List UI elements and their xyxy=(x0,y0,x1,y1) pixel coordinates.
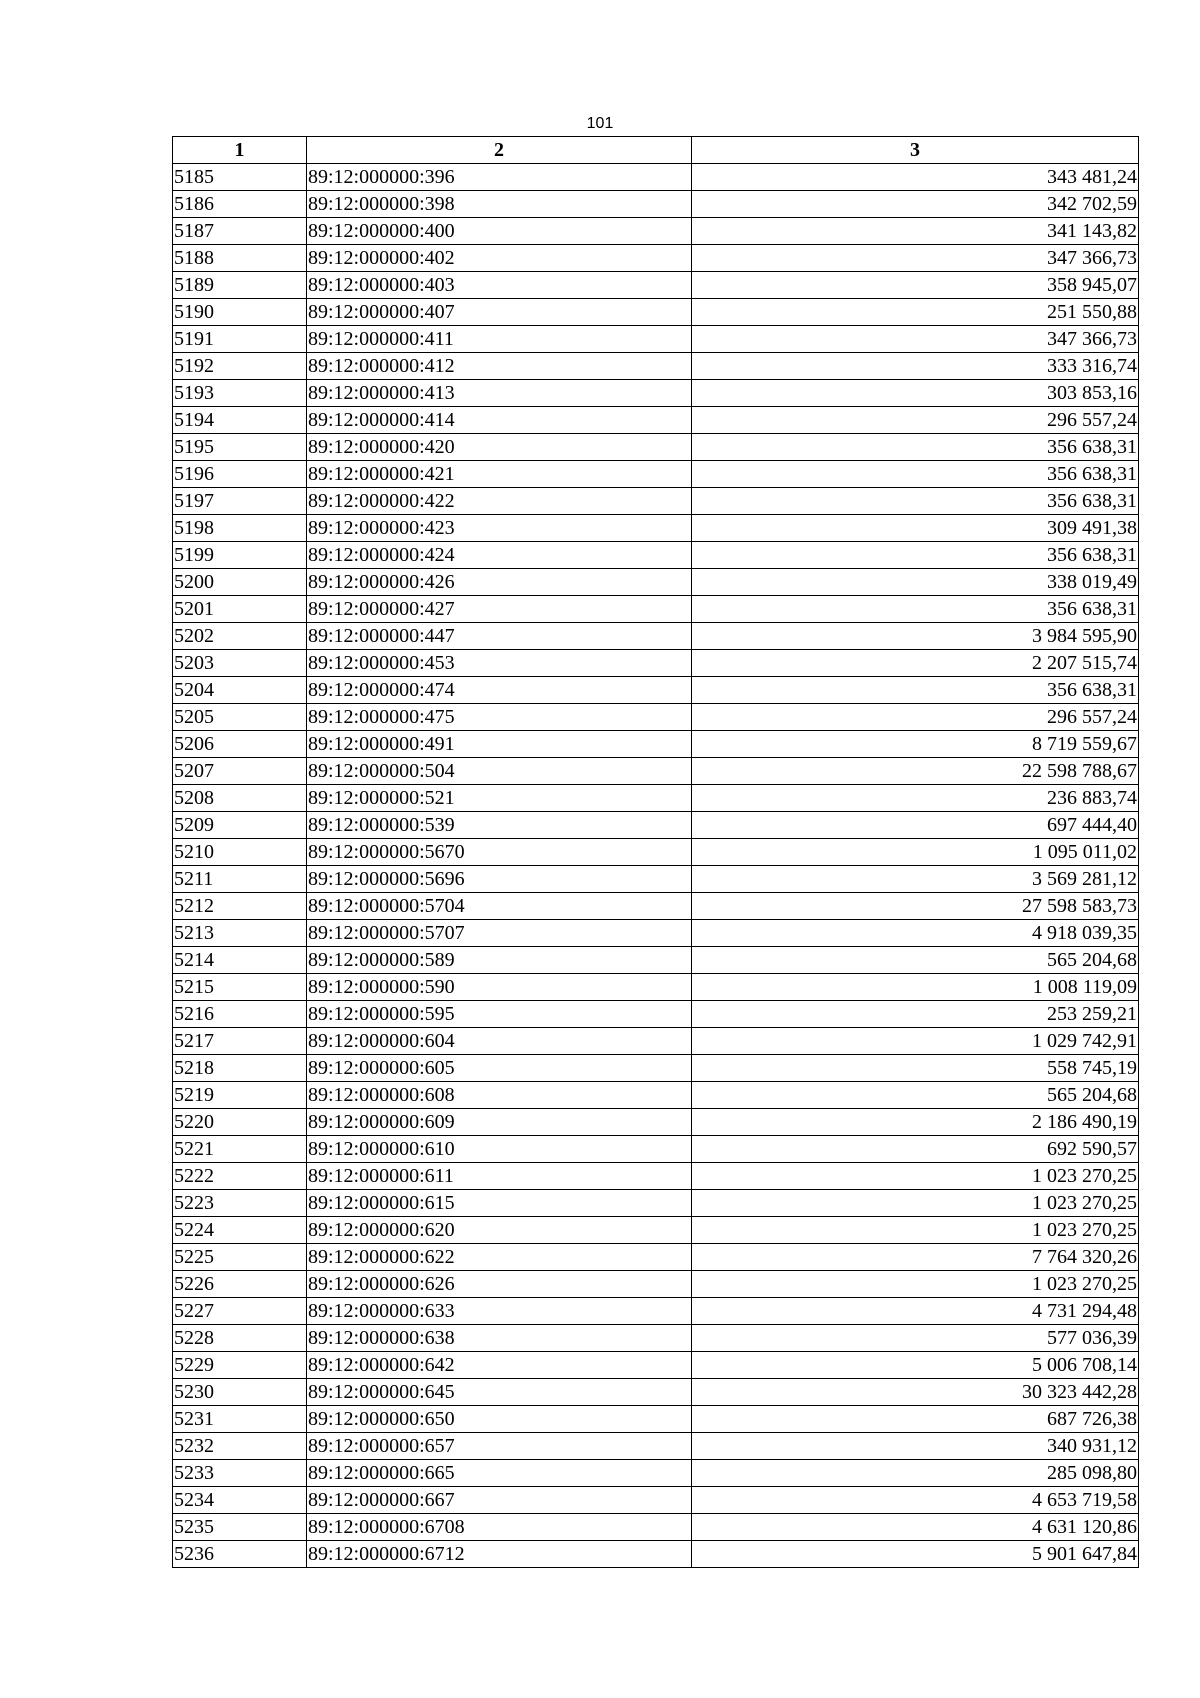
cadastral-value-cell: 347 366,73 xyxy=(692,245,1139,272)
table-row xyxy=(173,569,1139,596)
table-row xyxy=(173,677,1139,704)
cadastral-number-cell: 89:12:000000:427 xyxy=(307,596,692,623)
table-row xyxy=(173,623,1139,650)
row-number-cell: 5204 xyxy=(173,677,307,704)
cadastral-value-cell: 565 204,68 xyxy=(692,947,1139,974)
table-row xyxy=(173,434,1139,461)
cadastral-value-cell: 356 638,31 xyxy=(692,434,1139,461)
cadastral-value-cell: 5 006 708,14 xyxy=(692,1352,1139,1379)
row-number-cell: 5226 xyxy=(173,1271,307,1298)
cadastral-value-cell: 4 918 039,35 xyxy=(692,920,1139,947)
cadastral-value-cell: 356 638,31 xyxy=(692,488,1139,515)
table-row xyxy=(173,542,1139,569)
row-number-cell: 5216 xyxy=(173,1001,307,1028)
cadastral-number-cell: 89:12:000000:657 xyxy=(307,1433,692,1460)
table-row xyxy=(173,1325,1139,1352)
table-row xyxy=(173,191,1139,218)
row-number-cell: 5223 xyxy=(173,1190,307,1217)
cadastral-number-cell: 89:12:000000:423 xyxy=(307,515,692,542)
table-row xyxy=(173,461,1139,488)
row-number-cell: 5194 xyxy=(173,407,307,434)
row-number-cell: 5217 xyxy=(173,1028,307,1055)
cadastral-number-cell: 89:12:000000:615 xyxy=(307,1190,692,1217)
table-row xyxy=(173,1136,1139,1163)
table-row xyxy=(173,1163,1139,1190)
table-row xyxy=(173,650,1139,677)
table-row xyxy=(173,1028,1139,1055)
row-number-cell: 5207 xyxy=(173,758,307,785)
column-header-3: 3 xyxy=(692,137,1139,164)
cadastral-number-cell: 89:12:000000:5704 xyxy=(307,893,692,920)
cadastral-value-table xyxy=(172,136,1139,1568)
cadastral-number-cell: 89:12:000000:642 xyxy=(307,1352,692,1379)
table-row xyxy=(173,812,1139,839)
cadastral-value-cell: 285 098,80 xyxy=(692,1460,1139,1487)
cadastral-number-cell: 89:12:000000:638 xyxy=(307,1325,692,1352)
table-row xyxy=(173,758,1139,785)
column-header-2: 2 xyxy=(307,137,692,164)
cadastral-number-cell: 89:12:000000:5670 xyxy=(307,839,692,866)
cadastral-number-cell: 89:12:000000:595 xyxy=(307,1001,692,1028)
cadastral-number-cell: 89:12:000000:590 xyxy=(307,974,692,1001)
cadastral-value-cell: 3 984 595,90 xyxy=(692,623,1139,650)
table-header-row xyxy=(173,137,1139,164)
table-row xyxy=(173,866,1139,893)
cadastral-number-cell: 89:12:000000:453 xyxy=(307,650,692,677)
row-number-cell: 5224 xyxy=(173,1217,307,1244)
table-row xyxy=(173,1406,1139,1433)
cadastral-number-cell: 89:12:000000:521 xyxy=(307,785,692,812)
cadastral-number-cell: 89:12:000000:396 xyxy=(307,164,692,191)
table-row xyxy=(173,164,1139,191)
cadastral-value-cell: 358 945,07 xyxy=(692,272,1139,299)
cadastral-number-cell: 89:12:000000:667 xyxy=(307,1487,692,1514)
cadastral-value-cell: 347 366,73 xyxy=(692,326,1139,353)
cadastral-number-cell: 89:12:000000:6708 xyxy=(307,1514,692,1541)
table-row xyxy=(173,1055,1139,1082)
table-row xyxy=(173,1271,1139,1298)
table-row xyxy=(173,1514,1139,1541)
cadastral-number-cell: 89:12:000000:620 xyxy=(307,1217,692,1244)
table-row xyxy=(173,1298,1139,1325)
row-number-cell: 5233 xyxy=(173,1460,307,1487)
row-number-cell: 5219 xyxy=(173,1082,307,1109)
cadastral-value-cell: 1 023 270,25 xyxy=(692,1217,1139,1244)
cadastral-value-cell: 251 550,88 xyxy=(692,299,1139,326)
cadastral-number-cell: 89:12:000000:424 xyxy=(307,542,692,569)
cadastral-value-cell: 7 764 320,26 xyxy=(692,1244,1139,1271)
column-header-1: 1 xyxy=(173,137,307,164)
cadastral-value-cell: 1 008 119,09 xyxy=(692,974,1139,1001)
row-number-cell: 5197 xyxy=(173,488,307,515)
table-row xyxy=(173,1109,1139,1136)
row-number-cell: 5234 xyxy=(173,1487,307,1514)
table-row xyxy=(173,893,1139,920)
cadastral-number-cell: 89:12:000000:589 xyxy=(307,947,692,974)
cadastral-value-cell: 356 638,31 xyxy=(692,542,1139,569)
table-row xyxy=(173,1082,1139,1109)
row-number-cell: 5196 xyxy=(173,461,307,488)
row-number-cell: 5187 xyxy=(173,218,307,245)
cadastral-number-cell: 89:12:000000:605 xyxy=(307,1055,692,1082)
page-number: 101 xyxy=(586,115,614,132)
cadastral-value-cell: 253 259,21 xyxy=(692,1001,1139,1028)
cadastral-value-cell: 343 481,24 xyxy=(692,164,1139,191)
cadastral-number-cell: 89:12:000000:491 xyxy=(307,731,692,758)
row-number-cell: 5195 xyxy=(173,434,307,461)
cadastral-value-cell: 356 638,31 xyxy=(692,596,1139,623)
table-row xyxy=(173,1244,1139,1271)
row-number-cell: 5213 xyxy=(173,920,307,947)
cadastral-number-cell: 89:12:000000:400 xyxy=(307,218,692,245)
cadastral-number-cell: 89:12:000000:633 xyxy=(307,1298,692,1325)
table-row xyxy=(173,839,1139,866)
table-row xyxy=(173,1460,1139,1487)
row-number-cell: 5211 xyxy=(173,866,307,893)
cadastral-number-cell: 89:12:000000:622 xyxy=(307,1244,692,1271)
table-row xyxy=(173,515,1139,542)
cadastral-value-cell: 4 653 719,58 xyxy=(692,1487,1139,1514)
row-number-cell: 5206 xyxy=(173,731,307,758)
table-row xyxy=(173,1433,1139,1460)
row-number-cell: 5209 xyxy=(173,812,307,839)
cadastral-value-cell: 236 883,74 xyxy=(692,785,1139,812)
table-row xyxy=(173,218,1139,245)
table-row xyxy=(173,1190,1139,1217)
row-number-cell: 5201 xyxy=(173,596,307,623)
cadastral-value-cell: 296 557,24 xyxy=(692,407,1139,434)
cadastral-value-cell: 697 444,40 xyxy=(692,812,1139,839)
cadastral-number-cell: 89:12:000000:403 xyxy=(307,272,692,299)
cadastral-value-cell: 8 719 559,67 xyxy=(692,731,1139,758)
row-number-cell: 5225 xyxy=(173,1244,307,1271)
cadastral-number-cell: 89:12:000000:402 xyxy=(307,245,692,272)
cadastral-value-cell: 303 853,16 xyxy=(692,380,1139,407)
cadastral-value-cell: 342 702,59 xyxy=(692,191,1139,218)
row-number-cell: 5230 xyxy=(173,1379,307,1406)
cadastral-number-cell: 89:12:000000:474 xyxy=(307,677,692,704)
table-row xyxy=(173,407,1139,434)
cadastral-value-cell: 4 631 120,86 xyxy=(692,1514,1139,1541)
cadastral-value-cell: 1 095 011,02 xyxy=(692,839,1139,866)
row-number-cell: 5227 xyxy=(173,1298,307,1325)
row-number-cell: 5202 xyxy=(173,623,307,650)
cadastral-number-cell: 89:12:000000:398 xyxy=(307,191,692,218)
cadastral-number-cell: 89:12:000000:539 xyxy=(307,812,692,839)
cadastral-number-cell: 89:12:000000:414 xyxy=(307,407,692,434)
cadastral-number-cell: 89:12:000000:6712 xyxy=(307,1541,692,1568)
cadastral-value-cell: 4 731 294,48 xyxy=(692,1298,1139,1325)
row-number-cell: 5203 xyxy=(173,650,307,677)
table-row xyxy=(173,272,1139,299)
row-number-cell: 5189 xyxy=(173,272,307,299)
row-number-cell: 5188 xyxy=(173,245,307,272)
row-number-cell: 5218 xyxy=(173,1055,307,1082)
cadastral-value-cell: 3 569 281,12 xyxy=(692,866,1139,893)
table-row xyxy=(173,947,1139,974)
row-number-cell: 5220 xyxy=(173,1109,307,1136)
row-number-cell: 5199 xyxy=(173,542,307,569)
cadastral-value-cell: 2 207 515,74 xyxy=(692,650,1139,677)
row-number-cell: 5214 xyxy=(173,947,307,974)
cadastral-value-cell: 333 316,74 xyxy=(692,353,1139,380)
cadastral-value-cell: 565 204,68 xyxy=(692,1082,1139,1109)
cadastral-value-cell: 5 901 647,84 xyxy=(692,1541,1139,1568)
table-body xyxy=(173,164,1139,1568)
table-row xyxy=(173,596,1139,623)
cadastral-value-cell: 338 019,49 xyxy=(692,569,1139,596)
row-number-cell: 5198 xyxy=(173,515,307,542)
table-row xyxy=(173,974,1139,1001)
cadastral-number-cell: 89:12:000000:411 xyxy=(307,326,692,353)
table-row xyxy=(173,1541,1139,1568)
cadastral-number-cell: 89:12:000000:407 xyxy=(307,299,692,326)
table-row xyxy=(173,920,1139,947)
table-row xyxy=(173,380,1139,407)
row-number-cell: 5236 xyxy=(173,1541,307,1568)
row-number-cell: 5215 xyxy=(173,974,307,1001)
cadastral-number-cell: 89:12:000000:645 xyxy=(307,1379,692,1406)
table-row xyxy=(173,299,1139,326)
cadastral-number-cell: 89:12:000000:626 xyxy=(307,1271,692,1298)
cadastral-value-cell: 356 638,31 xyxy=(692,461,1139,488)
row-number-cell: 5185 xyxy=(173,164,307,191)
cadastral-number-cell: 89:12:000000:611 xyxy=(307,1163,692,1190)
cadastral-number-cell: 89:12:000000:5696 xyxy=(307,866,692,893)
row-number-cell: 5221 xyxy=(173,1136,307,1163)
row-number-cell: 5231 xyxy=(173,1406,307,1433)
cadastral-number-cell: 89:12:000000:421 xyxy=(307,461,692,488)
table-row xyxy=(173,785,1139,812)
cadastral-value-cell: 1 023 270,25 xyxy=(692,1190,1139,1217)
cadastral-number-cell: 89:12:000000:604 xyxy=(307,1028,692,1055)
cadastral-number-cell: 89:12:000000:609 xyxy=(307,1109,692,1136)
row-number-cell: 5228 xyxy=(173,1325,307,1352)
table-row xyxy=(173,1487,1139,1514)
table-row xyxy=(173,1352,1139,1379)
row-number-cell: 5232 xyxy=(173,1433,307,1460)
cadastral-value-cell: 558 745,19 xyxy=(692,1055,1139,1082)
cadastral-number-cell: 89:12:000000:650 xyxy=(307,1406,692,1433)
cadastral-value-cell: 296 557,24 xyxy=(692,704,1139,731)
cadastral-value-cell: 1 023 270,25 xyxy=(692,1271,1139,1298)
table-row xyxy=(173,731,1139,758)
cadastral-number-cell: 89:12:000000:447 xyxy=(307,623,692,650)
cadastral-value-cell: 1 029 742,91 xyxy=(692,1028,1139,1055)
cadastral-number-cell: 89:12:000000:412 xyxy=(307,353,692,380)
cadastral-number-cell: 89:12:000000:475 xyxy=(307,704,692,731)
row-number-cell: 5186 xyxy=(173,191,307,218)
row-number-cell: 5235 xyxy=(173,1514,307,1541)
cadastral-number-cell: 89:12:000000:5707 xyxy=(307,920,692,947)
row-number-cell: 5191 xyxy=(173,326,307,353)
cadastral-number-cell: 89:12:000000:426 xyxy=(307,569,692,596)
cadastral-value-cell: 22 598 788,67 xyxy=(692,758,1139,785)
cadastral-value-cell: 692 590,57 xyxy=(692,1136,1139,1163)
table-row xyxy=(173,488,1139,515)
cadastral-number-cell: 89:12:000000:413 xyxy=(307,380,692,407)
cadastral-number-cell: 89:12:000000:608 xyxy=(307,1082,692,1109)
cadastral-value-cell: 340 931,12 xyxy=(692,1433,1139,1460)
row-number-cell: 5229 xyxy=(173,1352,307,1379)
row-number-cell: 5212 xyxy=(173,893,307,920)
cadastral-value-cell: 687 726,38 xyxy=(692,1406,1139,1433)
cadastral-value-cell: 27 598 583,73 xyxy=(692,893,1139,920)
row-number-cell: 5208 xyxy=(173,785,307,812)
table-row xyxy=(173,1001,1139,1028)
cadastral-value-cell: 341 143,82 xyxy=(692,218,1139,245)
row-number-cell: 5222 xyxy=(173,1163,307,1190)
table-row xyxy=(173,245,1139,272)
cadastral-number-cell: 89:12:000000:665 xyxy=(307,1460,692,1487)
row-number-cell: 5193 xyxy=(173,380,307,407)
row-number-cell: 5190 xyxy=(173,299,307,326)
table-row xyxy=(173,1379,1139,1406)
cadastral-number-cell: 89:12:000000:422 xyxy=(307,488,692,515)
cadastral-value-cell: 1 023 270,25 xyxy=(692,1163,1139,1190)
row-number-cell: 5200 xyxy=(173,569,307,596)
table-row xyxy=(173,326,1139,353)
table-row xyxy=(173,1217,1139,1244)
table-row xyxy=(173,704,1139,731)
cadastral-value-cell: 577 036,39 xyxy=(692,1325,1139,1352)
cadastral-value-cell: 309 491,38 xyxy=(692,515,1139,542)
table-row xyxy=(173,353,1139,380)
row-number-cell: 5192 xyxy=(173,353,307,380)
cadastral-value-cell: 30 323 442,28 xyxy=(692,1379,1139,1406)
row-number-cell: 5205 xyxy=(173,704,307,731)
cadastral-value-cell: 356 638,31 xyxy=(692,677,1139,704)
row-number-cell: 5210 xyxy=(173,839,307,866)
cadastral-number-cell: 89:12:000000:610 xyxy=(307,1136,692,1163)
cadastral-value-cell: 2 186 490,19 xyxy=(692,1109,1139,1136)
cadastral-number-cell: 89:12:000000:504 xyxy=(307,758,692,785)
cadastral-number-cell: 89:12:000000:420 xyxy=(307,434,692,461)
